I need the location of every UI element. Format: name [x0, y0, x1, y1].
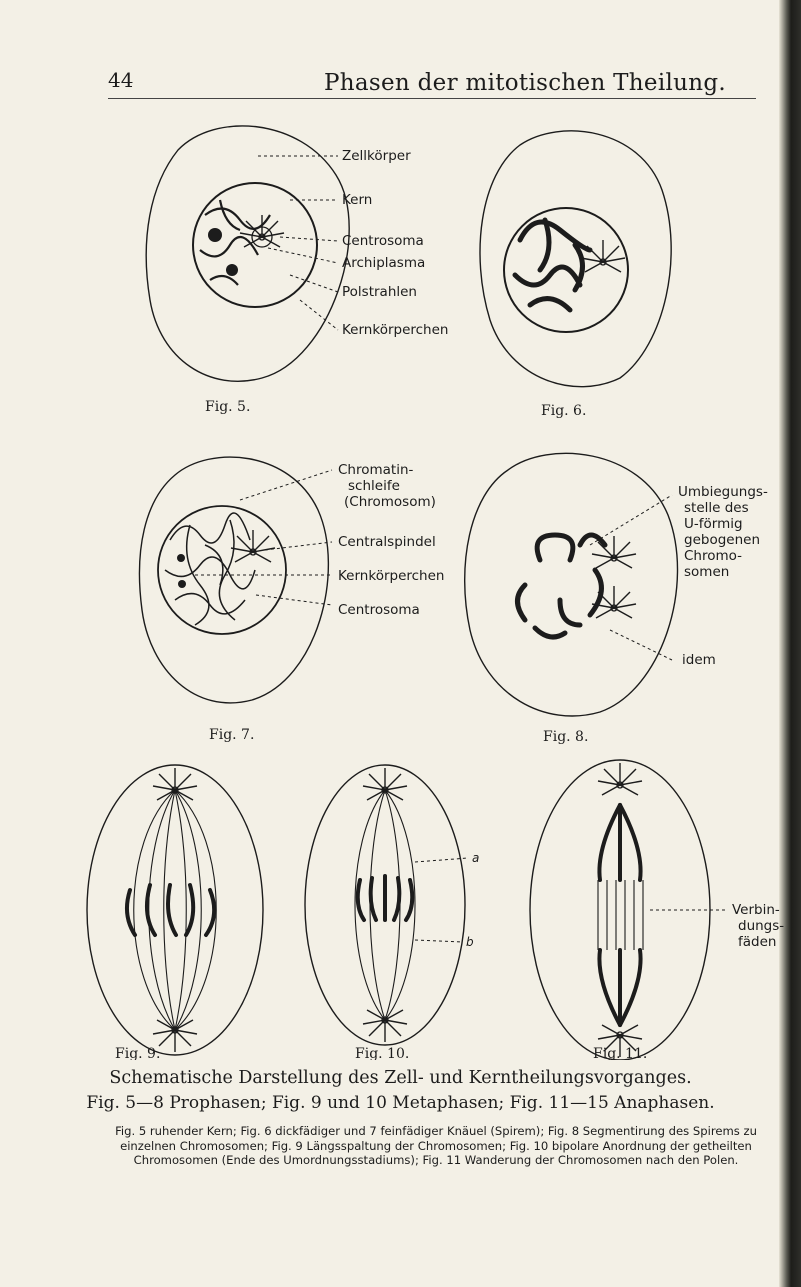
- fig8-label-gebogenen: gebogenen: [684, 532, 760, 548]
- caption-title: Schematische Darstellung des Zell- und Kerntheilungsvorganges.: [109, 1068, 692, 1088]
- fig7-label-kernkoerperchen: Kernkörperchen: [338, 568, 445, 584]
- fig5-label-archiplasma: Archiplasma: [342, 255, 426, 271]
- fig5-label-kernkoerperchen: Kernkörperchen: [342, 322, 449, 338]
- fig8-caption: Fig. 8.: [543, 729, 589, 745]
- fig11-label-verbin: Verbin-: [732, 902, 780, 918]
- fig7-label-chromosom: (Chromosom): [344, 494, 436, 510]
- fig7-caption: Fig. 7.: [209, 727, 255, 743]
- fig7-label-chromatin: Chromatin-: [338, 462, 414, 478]
- fig11-label-faeden: fäden: [738, 934, 777, 950]
- fig5-drawing: [146, 126, 349, 381]
- fig7-drawing: [139, 457, 332, 703]
- fig9-caption: Fig. 9.: [115, 1046, 161, 1060]
- fig6-drawing: [480, 131, 671, 387]
- fig8-label-u-foermig: U-förmig: [684, 516, 743, 532]
- fig8-label-stelle: stelle des: [684, 500, 749, 516]
- running-title: Phasen der mitotischen Theilung.: [324, 70, 727, 96]
- fig8-label-umbiegungs: Umbiegungs-: [678, 484, 768, 500]
- fig6-caption: Fig. 6.: [541, 403, 587, 419]
- fig11-drawing: [530, 760, 728, 1060]
- fig10-caption: Fig. 10.: [355, 1046, 410, 1060]
- fig11-label-dungs: dungs-: [738, 918, 785, 934]
- fig7-label-schleife: schleife: [348, 478, 400, 494]
- fig5-label-polstrahlen: Polstrahlen: [342, 284, 417, 300]
- fig5-caption: Fig. 5.: [205, 399, 251, 415]
- fig5-label-zellkoerper: Zellkörper: [342, 148, 411, 164]
- fig10-drawing: [305, 765, 468, 1045]
- fig5-label-centrosoma: Centrosoma: [342, 233, 424, 249]
- fig7-label-centrosoma: Centrosoma: [338, 602, 420, 618]
- caption-subtitle: Fig. 5—8 Prophasen; Fig. 9 und 10 Metaphasen; Fig. 11—15 Anaphasen.: [86, 1093, 715, 1113]
- fig10-label-a: a: [472, 851, 480, 865]
- fig8-drawing: [465, 453, 678, 716]
- caption-legend: Fig. 5 ruhender Kern; Fig. 6 dickfädiger und 7 feinfädiger Knäuel (Spirem); Fig. 8 Segmentirung des Spirems zu einzelnen Chromosomen; Fig. 9 Längsspaltung der Chromosomen; Fig. 10 bipolare Anordnung der getheilten Chromosomen (Ende des Umordnungsstadiums); Fig. 11 Wanderung der Chromosomen nach den Polen.: [115, 1124, 757, 1167]
- fig8-label-chromo: Chromo-: [684, 548, 743, 564]
- page-number: 44: [108, 68, 134, 92]
- fig11-caption: Fig. 11.: [593, 1046, 648, 1060]
- fig8-label-somen: somen: [684, 564, 730, 580]
- fig10-label-b: b: [466, 935, 474, 949]
- fig5-label-kern: Kern: [342, 192, 373, 208]
- fig9-drawing: [87, 765, 263, 1055]
- fig8-label-idem: idem: [682, 652, 716, 668]
- fig7-label-centralspindel: Centralspindel: [338, 534, 436, 550]
